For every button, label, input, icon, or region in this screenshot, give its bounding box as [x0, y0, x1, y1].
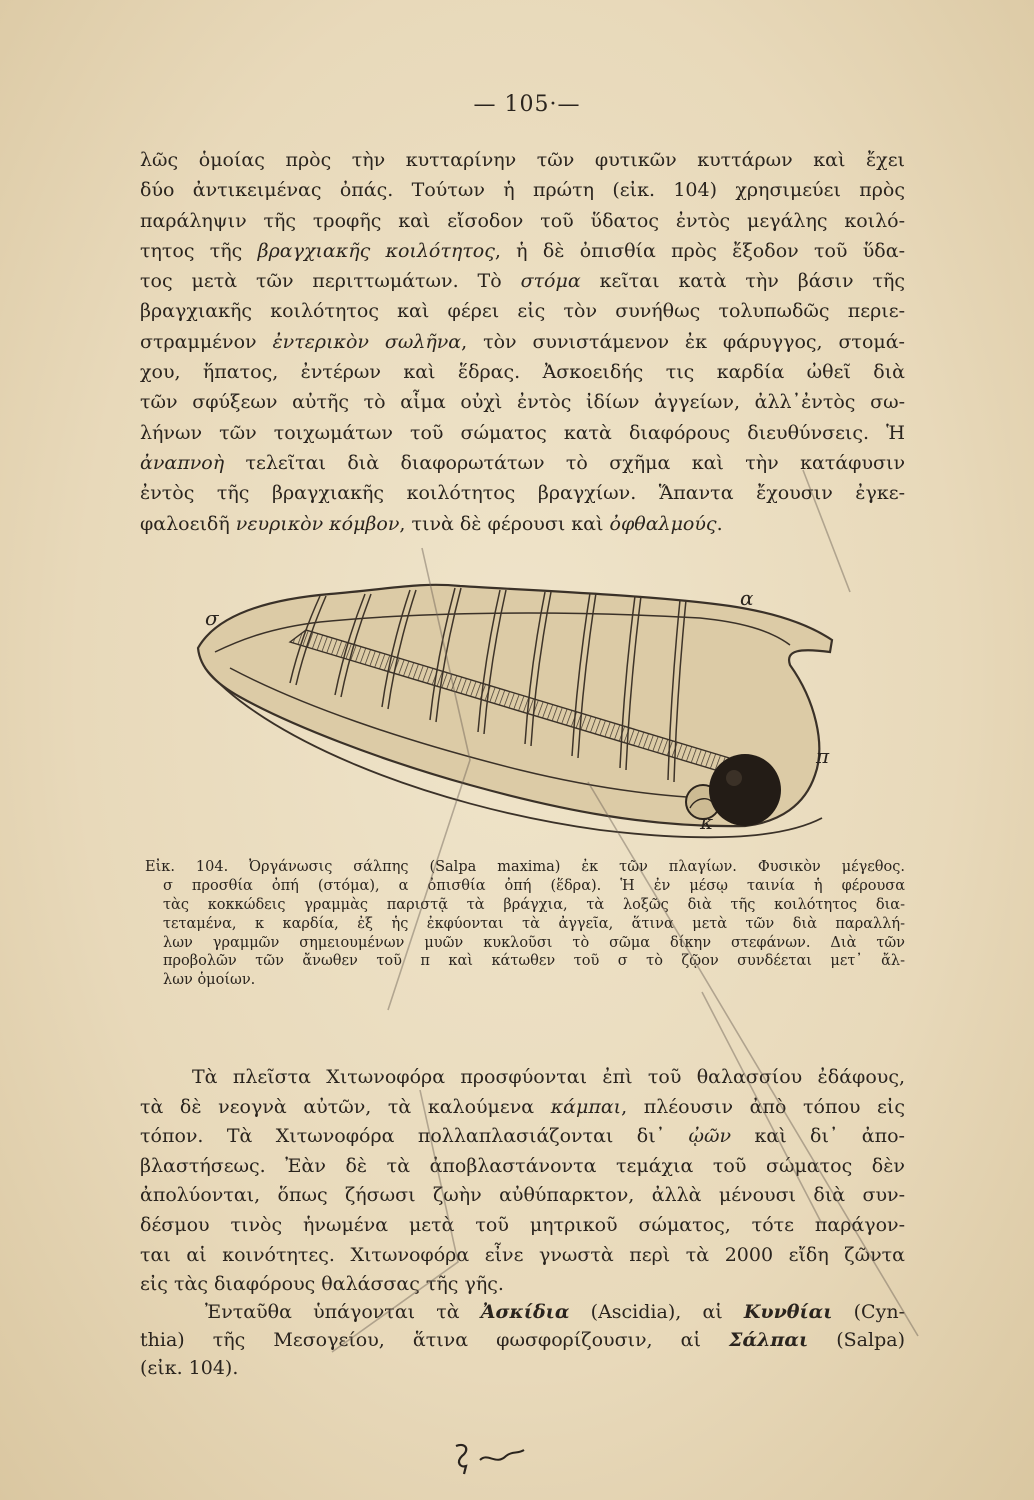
text-run: εἰς τὰς διαφόρους θαλάσσας τῆς γῆς.	[140, 1273, 504, 1296]
figure-label-alpha: α	[740, 586, 754, 610]
text-run: τος μετὰ τῶν περιττωμάτων. Τὸ	[140, 270, 521, 293]
text-run: λῶς ὁμοίας πρὸς τὴν κυτταρίνην τῶν φυτικῶν κυττάρων καὶ ἔχει	[140, 149, 905, 171]
text-run: ἀπολύονται, ὅπως ζήσωσι ζωὴν αὐθύπαρκτον, ἀλλὰ μένουσι διὰ συν-	[140, 1184, 905, 1207]
text-line	[145, 971, 905, 990]
text-line	[140, 327, 905, 357]
text-line	[140, 1298, 905, 1326]
text-run: τὰ δὲ νεογνὰ αὐτῶν, τὰ καλούμενα	[140, 1095, 551, 1118]
text-line	[140, 296, 905, 326]
text-run: λων γραμμῶν σημειουμένων μυῶν κυκλοῦσι τὸ σῶμα δίκην στεφάνων. Διὰ τῶν	[163, 934, 905, 951]
text-run: φαλοειδῆ	[140, 512, 236, 535]
paragraph-2	[140, 1063, 905, 1300]
text-line	[140, 357, 905, 387]
text-line	[145, 934, 905, 953]
text-run: παράληψιν τῆς τροφῆς καὶ εἴσοδον τοῦ ὕδατος ἐντὸς μεγάλης κοιλό-	[140, 209, 905, 232]
text-run: τόπον. Τὰ Χιτωνοφόρα πολλαπλασιάζονται δι᾽	[140, 1125, 689, 1148]
italic-term: στόμα	[520, 270, 581, 293]
text-run: δέσμου τινὸς ἡνωμένα μετὰ τοῦ μητρικοῦ σώματος, τότε παράγον-	[140, 1213, 905, 1236]
text-run: ται αἱ κοινότητες. Χιτωνοφόρα εἶνε γνωστὰ περὶ τὰ 2000 εἴδη ζῶντα	[140, 1243, 905, 1266]
text-line	[140, 1241, 905, 1271]
text-line	[140, 418, 905, 448]
text-line	[140, 1093, 905, 1123]
text-line	[140, 1211, 905, 1241]
italic-term: ἐντερικὸν σωλῆνα	[272, 330, 462, 353]
paragraph-3	[140, 1298, 905, 1382]
text-run: βλαστήσεως. Ἐὰν δὲ τὰ ἀποβλαστάνοντα τεμάχια τοῦ σώματος δὲν	[140, 1154, 905, 1177]
text-run: Εἰκ. 104. Ὀργάνωσις σάλπης (Salpa maxima) ἐκ τῶν πλαγίων. Φυσικὸν μέγεθος.	[145, 859, 905, 875]
italic-term: νευρικὸν κόμβον	[235, 512, 400, 535]
text-run: ἐντὸς τῆς βραγχιακῆς κοιλότητος βραγχίων. Ἅπαντα ἔχουσιν ἐγκε-	[140, 482, 905, 505]
italic-term: βραγχιακῆς κοιλότητος	[257, 239, 495, 262]
handwritten-mark	[450, 1436, 530, 1480]
text-line	[140, 206, 905, 236]
text-run: Ἐνταῦθα ὑπάγονται τὰ	[205, 1301, 481, 1323]
text-run: τεταμένα, κ καρδία, ἐξ ἧς ἐκφύονται τὰ ἀγγεῖα, ἅτινα μετὰ τῶν διὰ παραλλή-	[163, 915, 905, 932]
text-run: , πλέουσιν ἀπὸ τόπου εἰς	[621, 1095, 905, 1118]
text-line	[145, 858, 905, 877]
italic-term: ὀφθαλμούς	[609, 512, 717, 535]
figure-label-pi: π	[816, 744, 830, 768]
text-run: .	[716, 512, 723, 535]
text-line	[145, 915, 905, 934]
text-run: (Cyn-	[832, 1301, 905, 1323]
text-line	[145, 896, 905, 915]
bold-italic-term: Κυνθίαι	[743, 1301, 833, 1323]
page-number: — 105·—	[473, 92, 581, 117]
bold-italic-term: Σάλπαι	[729, 1329, 809, 1351]
text-run: , ἡ δὲ ὀπισθία πρὸς ἔξοδον τοῦ ὕδα-	[494, 239, 905, 262]
text-run: προβολῶν τῶν ἄνωθεν τοῦ π καὶ κάτωθεν τοῦ σ τὸ ζῷον συνδέεται μετ᾽ ἄλ-	[163, 953, 905, 970]
bold-italic-term: Ἀσκίδια	[480, 1301, 570, 1323]
text-run: χου, ἥπατος, ἐντέρων καὶ ἕδρας. Ἀσκοειδής τις καρδία ὠθεῖ διὰ	[140, 361, 905, 384]
italic-term: ᾠῶν	[688, 1125, 732, 1148]
text-run: τῶν σφύξεων αὐτῆς τὸ αἷμα οὐχὶ ἐντὸς ἰδίων ἀγγείων, ἀλλ᾽ἐντὸς σω-	[140, 391, 905, 414]
text-line	[145, 952, 905, 971]
text-line	[140, 509, 905, 539]
text-run: σ προσθία ὀπή (στόμα), α ὀπισθία ὀπή (ἕδρα). Ἡ ἐν μέσῳ ταινία ἡ φέρουσα	[163, 877, 905, 894]
text-line	[140, 478, 905, 508]
figure-caption	[145, 858, 905, 990]
figure-label-kappa: κ	[700, 810, 714, 834]
text-run: τὰς κοκκώδεις γραμμὰς παριστᾷ τὰ βράγχια, τὰ λοξῶς διὰ τῆς κοιλότητος δια-	[163, 896, 905, 913]
text-run: (Ascidia), αἱ	[569, 1301, 744, 1323]
text-line	[140, 1181, 905, 1211]
text-line	[140, 448, 905, 478]
text-run: (εἰκ. 104).	[140, 1357, 239, 1379]
text-line	[140, 266, 905, 296]
text-line	[140, 387, 905, 417]
text-line	[140, 1326, 905, 1354]
text-line	[140, 1063, 905, 1093]
text-line	[140, 145, 905, 175]
italic-term: ἀναπνοὴ	[140, 451, 225, 474]
text-run: λήνων τῶν τοιχωμάτων τοῦ σώματος κατὰ διαφόρους διευθύνσεις. Ἡ	[140, 421, 905, 444]
text-run: κεῖται κατὰ τὴν βάσιν τῆς	[580, 270, 905, 293]
salpa-illustration	[190, 570, 840, 840]
text-run: , τὸν συνιστάμενον ἐκ φάρυγγος, στομά-	[461, 330, 905, 353]
text-line	[145, 877, 905, 896]
text-line	[140, 1152, 905, 1182]
text-run: Τὰ πλεῖστα Χιτωνοφόρα προσφύονται ἐπὶ τοῦ θαλασσίου ἐδάφους,	[192, 1066, 905, 1088]
text-line	[140, 236, 905, 266]
paragraph-1	[140, 145, 905, 539]
text-run: τητος τῆς	[140, 239, 258, 262]
text-run: , τινὰ δὲ φέρουσι καὶ	[399, 512, 610, 535]
text-run: καὶ δι᾽ ἀπο-	[731, 1125, 905, 1148]
figure-label-sigma: σ	[205, 606, 219, 630]
text-run: thia) τῆς Μεσογείου, ἅτινα φωσφορίζουσιν, αἱ	[140, 1329, 730, 1351]
text-line	[140, 1270, 905, 1300]
text-run: λων ὁμοίων.	[163, 972, 256, 989]
text-run: δύο ἀντικειμένας ὀπάς. Τούτων ἡ πρώτη (εἰκ. 104) χρησιμεύει πρὸς	[140, 179, 905, 202]
text-line	[140, 175, 905, 205]
text-line	[140, 1122, 905, 1152]
text-run: (Salpa)	[808, 1329, 905, 1351]
text-run: στραμμένον	[140, 330, 273, 353]
text-line	[140, 1354, 905, 1382]
text-run: τελεῖται διὰ διαφορωτάτων τὸ σχῆμα καὶ τὴν κατάφυσιν	[224, 451, 905, 474]
text-run: βραγχιακῆς κοιλότητος καὶ φέρει εἰς τὸν συνήθως τολυπωδῶς περιε-	[140, 300, 905, 323]
italic-term: κάμπαι	[550, 1095, 622, 1118]
